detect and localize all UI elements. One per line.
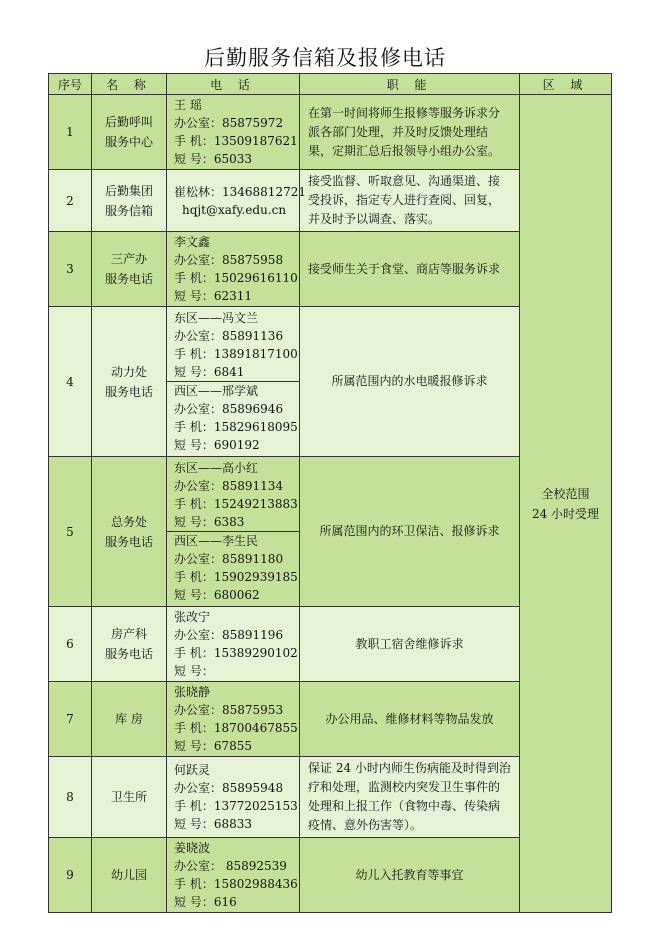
row-phone	[167, 170, 306, 232]
row-number: 4	[49, 307, 92, 457]
header-phone: 电 话	[167, 74, 300, 95]
header-function: 职 能	[300, 74, 520, 95]
row-number: 2	[49, 170, 92, 232]
row-name-line1: 房产科	[110, 627, 147, 641]
office-phone: 办公室：85891180	[174, 552, 284, 566]
row-name-line2: 服务电话	[104, 384, 153, 399]
contact-name: 张晓静	[174, 685, 211, 699]
row-phone	[167, 307, 300, 457]
row-name	[92, 457, 167, 607]
row-name	[92, 307, 167, 457]
mobile-phone: 手 机：15902939185	[174, 570, 298, 584]
region-line2: 24 小时受理	[531, 506, 600, 521]
row-phone	[167, 607, 300, 682]
contact-name: 东区——冯文兰	[174, 311, 259, 325]
header-no: 序号	[49, 74, 92, 95]
office-phone: 办公室：85895948	[174, 781, 284, 795]
region-line1: 全校范围	[541, 486, 590, 501]
row-number: 1	[49, 95, 92, 170]
short-number: 短 号：616	[174, 895, 237, 909]
west-contact	[167, 381, 299, 454]
region-cell	[520, 95, 612, 913]
row-name-line1: 后勤呼叫	[104, 115, 153, 129]
mobile-phone: 手 机：15829618095	[174, 420, 298, 434]
row-name-line2: 服务电话	[104, 534, 153, 549]
row-number: 7	[49, 682, 92, 757]
office-phone: 办公室：85891136	[174, 329, 284, 343]
row-number: 5	[49, 457, 92, 607]
mobile-phone: 手 机：13509187621	[174, 134, 298, 148]
row-phone	[167, 232, 300, 307]
row-name-line1: 总务处	[110, 514, 147, 529]
row-number: 3	[49, 232, 92, 307]
row-name-line1: 动力处	[110, 364, 147, 379]
contact-name: 西区——李生民	[174, 534, 259, 548]
contact-name: 李文鑫	[174, 235, 211, 249]
contact-phone: 崔松林：13468812721	[174, 184, 306, 199]
east-contact	[167, 459, 299, 531]
header-row	[49, 74, 612, 95]
row-function: 教职工宿舍维修诉求	[300, 607, 520, 682]
row-name-line1: 卫生所	[110, 790, 147, 804]
row-name	[92, 682, 167, 757]
row-name	[92, 95, 167, 170]
row-function: 接受监督、听取意见、沟通渠道、接受投诉，指定专人进行查阅、回复，并及时予以调查、落实。	[300, 170, 520, 232]
row-name-line2: 服务信箱	[104, 203, 153, 218]
header-name: 名 称	[92, 74, 167, 95]
east-contact	[167, 309, 299, 381]
mobile-phone: 手 机：15249213883	[174, 497, 298, 511]
page-title: 后勤服务信箱及报修电话	[204, 46, 446, 70]
office-phone: 办公室：85875958	[174, 253, 284, 267]
row-function: 在第一时间将师生报修等服务诉求分派各部门处理，并及时反馈处理结果，定期汇总后报领导小组办公室。	[300, 95, 520, 170]
row-name	[92, 170, 167, 232]
row-function: 保证 24 小时内师生伤病能及时得到治疗和处理，监测校内突发卫生事件的处理和上报工作（食物中毒、传染病疫情、意外伤害等）。	[300, 757, 520, 838]
row-phone	[167, 95, 300, 170]
contact-name: 东区——高小红	[174, 461, 259, 475]
row-function: 所属范围内的水电暖报修诉求	[300, 307, 520, 457]
mobile-phone: 手 机：15389290102	[174, 646, 298, 660]
short-number: 短 号：68833	[174, 817, 252, 831]
office-phone: 办公室：85896946	[174, 402, 284, 416]
row-name	[92, 232, 167, 307]
row-name-line1: 库 房	[115, 712, 143, 726]
contact-name: 王 瑶	[174, 98, 202, 112]
short-number: 短 号：6383	[174, 515, 245, 529]
row-name-line2: 服务中心	[104, 135, 153, 149]
mobile-phone: 手 机：18700467855	[174, 721, 298, 735]
row-phone	[167, 457, 300, 607]
row-name	[92, 607, 167, 682]
row-name	[92, 757, 167, 838]
contact-name: 西区——邢学斌	[174, 384, 259, 398]
service-table	[48, 73, 612, 913]
office-phone: 办公室：85891196	[174, 628, 284, 642]
row-number: 9	[49, 838, 92, 913]
email-link[interactable]: hqjt@xafy.edu.cn	[182, 202, 287, 217]
contact-name: 何跃灵	[174, 763, 211, 777]
row-function: 接受师生关于食堂、商店等服务诉求	[300, 232, 520, 307]
office-phone: 办公室：85875953	[174, 703, 284, 717]
short-number: 短 号：6841	[174, 365, 245, 379]
header-region: 区 域	[520, 74, 612, 95]
mobile-phone: 手 机：13772025153	[174, 799, 298, 813]
mobile-phone: 手 机：13891817100	[174, 347, 298, 361]
row-name-line1: 幼儿园	[110, 868, 147, 882]
row-function: 办公用品、维修材料等物品发放	[300, 682, 520, 757]
short-number: 短 号：	[174, 664, 214, 678]
short-number: 短 号：62311	[174, 289, 252, 303]
table-row	[49, 95, 612, 170]
row-name-line2: 服务电话	[104, 647, 153, 661]
row-name-line1: 三产办	[110, 252, 147, 266]
mobile-phone: 手 机：15802988436	[174, 877, 298, 891]
mobile-phone: 手 机：15029616110	[174, 271, 298, 285]
contact-name: 张改宁	[174, 610, 211, 624]
row-function: 幼儿入托教育等事宜	[300, 838, 520, 913]
row-function: 所属范围内的环卫保洁、报修诉求	[300, 457, 520, 607]
contact-name: 姜晓波	[174, 841, 211, 855]
short-number: 短 号：67855	[174, 739, 252, 753]
office-phone: 办公室：85875972	[174, 116, 284, 130]
short-number: 短 号：690192	[174, 438, 260, 452]
row-name-line2: 服务电话	[104, 272, 153, 286]
office-phone: 办公室：85891134	[174, 479, 284, 493]
row-phone	[167, 682, 300, 757]
row-number: 6	[49, 607, 92, 682]
short-number: 短 号：680062	[174, 588, 260, 602]
row-phone	[167, 838, 300, 913]
west-contact	[167, 531, 299, 604]
row-number: 8	[49, 757, 92, 838]
row-name-line1: 后勤集团	[104, 183, 153, 198]
short-number: 短 号：65033	[174, 152, 252, 166]
row-phone	[167, 757, 300, 838]
row-name	[92, 838, 167, 913]
office-phone: 办公室： 85892539	[174, 859, 287, 873]
